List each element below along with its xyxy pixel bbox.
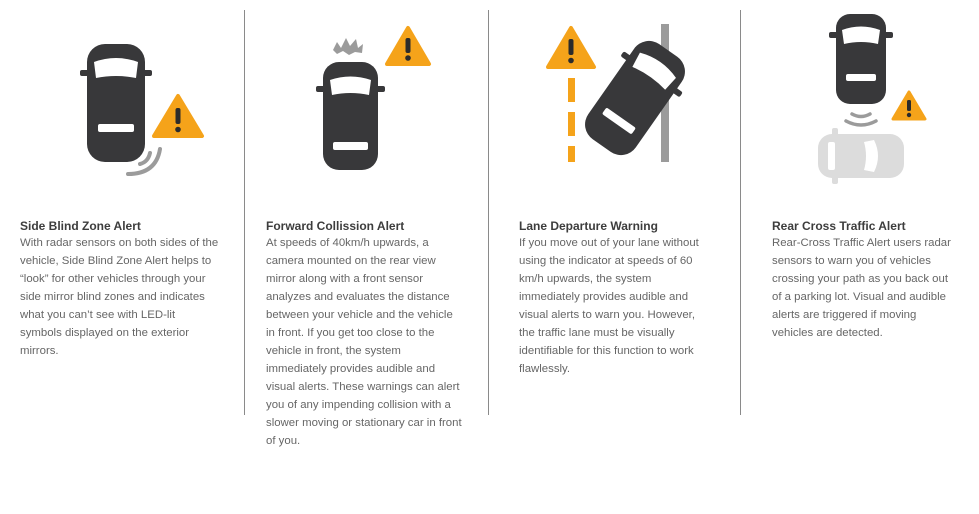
description-line: symbols displayed on the exterior	[20, 327, 190, 339]
description-line: identifiable for this function to work	[519, 345, 694, 357]
car-topview-icon	[572, 30, 690, 166]
description-line: immediately provides audible and	[266, 363, 436, 375]
feature-title: Side Blind Zone Alert	[20, 219, 141, 233]
warning-triangle-icon	[548, 28, 594, 67]
description-line: mirror along with a front sensor	[266, 273, 423, 285]
ghost-car-icon	[818, 128, 904, 184]
radar-waves-icon	[846, 114, 876, 125]
description-line: visual alerts. These warnings can alert	[266, 381, 460, 393]
feature-description	[266, 234, 462, 450]
description-line: vehicle, Side Blind Zone Alert helps to	[20, 255, 212, 267]
warning-triangle-icon	[154, 96, 202, 136]
feature-description	[519, 234, 699, 378]
warning-triangle-icon	[893, 92, 925, 119]
feature-title: Lane Departure Warning	[519, 219, 658, 233]
description-line: vehicles are detected.	[772, 327, 883, 339]
column-divider	[244, 10, 245, 415]
description-line: analyzes and evaluates the distance	[266, 291, 450, 303]
description-line: slower moving or stationary car in front	[266, 417, 462, 429]
description-line: flawlessly.	[519, 363, 571, 375]
lane-departure-illustration	[540, 20, 690, 170]
description-line: of a parking lot. Visual and audible	[772, 291, 946, 303]
description-line: crossing your path as you back out	[772, 273, 949, 285]
feature-title: Rear Cross Traffic Alert	[772, 219, 906, 233]
description-line: With radar sensors on both sides of the	[20, 237, 219, 249]
feature-description	[20, 234, 218, 360]
description-line: what you can’t see with LED-lit	[20, 309, 176, 321]
warning-triangle-icon	[387, 28, 429, 64]
description-line: immediately provides audible and	[519, 291, 689, 303]
description-line: Rear-Cross Traffic Alert users radar	[772, 237, 951, 249]
description-line: between your vehicle and the vehicle	[266, 309, 453, 321]
forward-collision-illustration	[315, 22, 440, 177]
description-line: vehicle in front, the system	[266, 345, 401, 357]
car-topview-icon	[80, 44, 152, 162]
description-line: sensors to warn you of vehicles	[772, 255, 931, 267]
description-line: visual alerts to warn you. However,	[519, 309, 695, 321]
rear-cross-traffic-illustration	[810, 10, 940, 185]
description-line: you of any impending collision with a	[266, 399, 451, 411]
collision-burst-icon	[333, 38, 363, 55]
feature-title: Forward Collission Alert	[266, 219, 405, 233]
description-line: mirrors.	[20, 345, 59, 357]
car-topview-icon	[829, 14, 893, 104]
side-blind-zone-illustration	[70, 36, 220, 186]
description-line: alerts are triggered if moving	[772, 309, 917, 321]
description-line: of you.	[266, 435, 301, 447]
description-line: If you move out of your lane without	[519, 237, 699, 249]
column-divider	[740, 10, 741, 415]
description-line: At speeds of 40km/h upwards, a	[266, 237, 429, 249]
description-line: in front. If you get too close to the	[266, 327, 435, 339]
description-line: camera mounted on the rear view	[266, 255, 436, 267]
description-line: “look” for other vehicles through your	[20, 273, 206, 285]
column-divider	[488, 10, 489, 415]
description-line: side mirror blind zones and indicates	[20, 291, 205, 303]
description-line: km/h upwards, the system	[519, 273, 652, 285]
car-topview-icon	[316, 62, 385, 170]
feature-description	[772, 234, 951, 342]
description-line: the traffic lane must be visually	[519, 327, 675, 339]
description-line: using the indicator at speeds of 60	[519, 255, 693, 267]
